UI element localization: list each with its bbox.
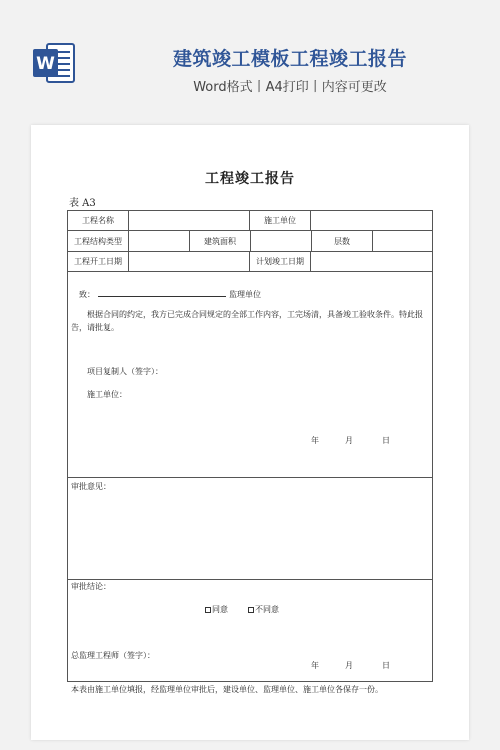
conclusion-date-year: 年	[311, 661, 319, 670]
agree-checkbox[interactable]	[205, 607, 211, 613]
disagree-option[interactable]	[248, 604, 279, 615]
floors-label: 层数	[311, 230, 373, 252]
conclusion-date-day: 日	[382, 661, 390, 670]
letter-to-prefix: 致：	[79, 290, 95, 299]
document-title: 工程竣工报告	[205, 171, 295, 187]
form-footnote: 本表由施工单位填报，经监理单位审批后，建设单位、监理单位、施工单位各保存一份。	[71, 685, 383, 694]
planned-completion-value[interactable]	[310, 251, 433, 272]
chief-engineer-signature-label: 总监理工程师（签字）：	[71, 651, 155, 660]
word-icon-letter: W	[36, 54, 55, 74]
disagree-checkbox[interactable]	[248, 607, 254, 613]
building-area-value[interactable]	[250, 230, 312, 252]
review-conclusion-section	[67, 579, 433, 682]
word-icon	[31, 40, 77, 86]
construction-unit-value[interactable]	[310, 210, 433, 231]
page-subtitle: Word格式丨A4打印丨内容可更改	[193, 80, 387, 95]
letter-date-year: 年	[311, 436, 319, 445]
project-name-value[interactable]	[128, 210, 250, 231]
table-label: 表 A3	[69, 198, 96, 209]
planned-completion-label: 计划竣工日期	[249, 251, 311, 272]
project-name-label: 工程名称	[67, 210, 129, 231]
review-conclusion-label: 审批结论：	[71, 582, 111, 591]
disagree-label: 不同意	[255, 605, 279, 614]
start-date-value[interactable]	[128, 251, 250, 272]
start-date-label: 工程开工日期	[67, 251, 129, 272]
letter-date-month: 月	[345, 436, 353, 445]
conclusion-date-month: 月	[345, 661, 353, 670]
review-opinion-label: 审批意见：	[71, 482, 111, 491]
construction-unit-signature-label: 施工单位：	[87, 390, 127, 399]
agree-label: 同意	[212, 605, 228, 614]
review-opinion-section[interactable]	[67, 477, 433, 580]
document-page	[31, 125, 469, 740]
letter-to-suffix: 监理单位	[229, 290, 261, 299]
building-area-label: 建筑面积	[189, 230, 251, 252]
recipient-blank[interactable]	[98, 287, 226, 297]
project-manager-signature-label: 项目复制人（签字）：	[87, 367, 163, 376]
construction-unit-label: 施工单位	[249, 210, 311, 231]
page-title: 建筑竣工模板工程竣工报告	[172, 48, 407, 70]
letter-recipient-line	[79, 287, 261, 300]
structure-type-label: 工程结构类型	[67, 230, 129, 252]
letter-date-day: 日	[382, 436, 390, 445]
agree-option[interactable]	[205, 604, 228, 615]
letter-body: 根据合同的约定，我方已完成合同规定的全部工作内容，工完场清，具备竣工验收条件。特此报告，请批复。	[71, 310, 423, 332]
floors-value[interactable]	[372, 230, 433, 252]
page-header	[0, 0, 500, 120]
structure-type-value[interactable]	[128, 230, 190, 252]
